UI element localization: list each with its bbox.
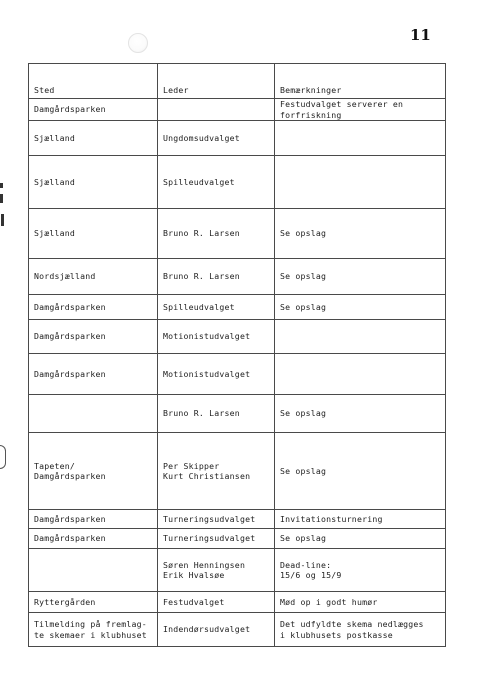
table-row xyxy=(29,295,446,320)
cell-sted: Damgårdsparken xyxy=(29,295,158,320)
cell-leder: Spilleudvalget xyxy=(158,295,275,320)
cell-sted: Sjælland xyxy=(29,121,158,156)
cell-bemaerkning: Det udfyldte skema nedlægges i klubhusets postkasse xyxy=(275,613,446,647)
cell-bemaerkning: Invitationsturnering xyxy=(275,510,446,529)
table-row xyxy=(29,529,446,549)
cell-leder: Bruno R. Larsen xyxy=(158,259,275,295)
cell-leder: Turneringsudvalget xyxy=(158,510,275,529)
cell-bemaerkning: Se opslag xyxy=(275,295,446,320)
cell-sted: Nordsjælland xyxy=(29,259,158,295)
punch-hole xyxy=(128,33,148,53)
cell-bemaerkning: Se opslag xyxy=(275,209,446,259)
cell-sted: Damgårdsparken xyxy=(29,510,158,529)
cell-leder: Bruno R. Larsen xyxy=(158,395,275,433)
cell-sted: Damgårdsparken xyxy=(29,354,158,395)
cell-sted: Damgårdsparken xyxy=(29,529,158,549)
cell-leder: Søren Henningsen Erik Hvalsøe xyxy=(158,549,275,592)
cell-leder: Turneringsudvalget xyxy=(158,529,275,549)
binder-mark xyxy=(0,183,3,188)
table-row xyxy=(29,354,446,395)
table-row xyxy=(29,395,446,433)
table-row xyxy=(29,99,446,121)
cell-leder xyxy=(158,99,275,121)
table-row xyxy=(29,549,446,592)
cell-bemaerkning: Festudvalget serverer en forfriskning xyxy=(275,99,446,121)
cell-bemaerkning: Se opslag xyxy=(275,395,446,433)
header-sted: Sted xyxy=(29,64,158,99)
cell-bemaerkning: Se opslag xyxy=(275,529,446,549)
table-row xyxy=(29,209,446,259)
cell-sted: Damgårdsparken xyxy=(29,99,158,121)
cell-bemaerkning xyxy=(275,121,446,156)
cell-bemaerkning: Se opslag xyxy=(275,259,446,295)
cell-sted: Tilmelding på fremlag- te skemaer i klubhuset xyxy=(29,613,158,647)
table-row xyxy=(29,613,446,647)
table-row xyxy=(29,121,446,156)
table-row xyxy=(29,259,446,295)
cell-bemaerkning xyxy=(275,320,446,354)
cell-sted: Sjælland xyxy=(29,156,158,209)
cell-leder: Indendørsudvalget xyxy=(158,613,275,647)
cell-sted: Tapeten/ Damgårdsparken xyxy=(29,433,158,510)
cell-leder: Per Skipper Kurt Christiansen xyxy=(158,433,275,510)
table-row xyxy=(29,433,446,510)
cell-bemaerkning: Dead-line: 15/6 og 15/9 xyxy=(275,549,446,592)
cell-sted xyxy=(29,395,158,433)
cell-leder: Festudvalget xyxy=(158,592,275,613)
cell-sted: Sjælland xyxy=(29,209,158,259)
table-row xyxy=(29,592,446,613)
binder-mark xyxy=(0,194,3,203)
table-row xyxy=(29,156,446,209)
cell-leder: Motionistudvalget xyxy=(158,354,275,395)
cell-bemaerkning xyxy=(275,156,446,209)
cell-leder: Spilleudvalget xyxy=(158,156,275,209)
cell-bemaerkning: Se opslag xyxy=(275,433,446,510)
cell-sted: Damgårdsparken xyxy=(29,320,158,354)
schedule-table xyxy=(28,63,446,647)
binder-mark xyxy=(0,445,6,469)
table-row xyxy=(29,320,446,354)
header-bemaerkninger: Bemærkninger xyxy=(275,64,446,99)
header-leder: Leder xyxy=(158,64,275,99)
table-row xyxy=(29,510,446,529)
cell-leder: Motionistudvalget xyxy=(158,320,275,354)
table-header-row xyxy=(29,64,446,99)
cell-leder: Ungdomsudvalget xyxy=(158,121,275,156)
cell-leder: Bruno R. Larsen xyxy=(158,209,275,259)
cell-bemaerkning: Mød op i godt humør xyxy=(275,592,446,613)
cell-bemaerkning xyxy=(275,354,446,395)
binder-mark xyxy=(1,214,4,226)
page-number: 11 xyxy=(410,26,431,44)
cell-sted: Ryttergården xyxy=(29,592,158,613)
cell-sted xyxy=(29,549,158,592)
